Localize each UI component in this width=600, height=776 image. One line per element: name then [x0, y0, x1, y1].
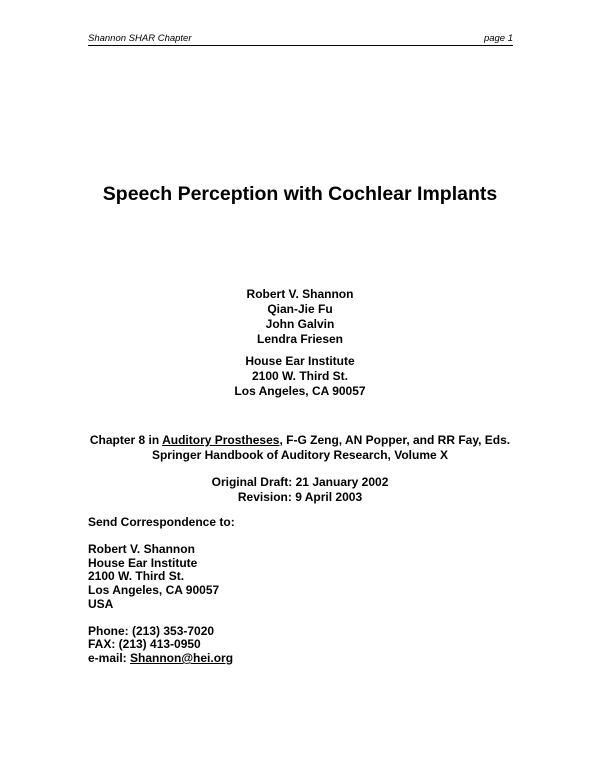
- institution-city: Los Angeles, CA 90057: [234, 384, 366, 398]
- email-link[interactable]: Shannon@hei.org: [130, 650, 234, 665]
- address-street: 2100 W. Third St.: [88, 569, 185, 584]
- email-line: [88, 652, 235, 666]
- address-country: USA: [88, 596, 114, 611]
- dates-block: [0, 475, 600, 505]
- phone-number: Phone: (213) 353-7020: [88, 623, 215, 638]
- page-header: [88, 33, 513, 46]
- institution-block: [0, 354, 600, 399]
- document-title: Speech Perception with Cochlear Implants: [102, 183, 498, 205]
- chapter-editors: , F-G Zeng, AN Popper, and RR Fay, Eds.: [279, 433, 511, 447]
- author-2: Qian-Jie Fu: [267, 302, 333, 316]
- chapter-line: [0, 433, 600, 448]
- address-name: Robert V. Shannon: [88, 542, 195, 557]
- correspondence-heading: Send Correspondence to:: [88, 515, 235, 529]
- correspondence-block: [88, 516, 235, 666]
- address-city: Los Angeles, CA 90057: [88, 582, 220, 597]
- institution-name: House Ear Institute: [245, 354, 355, 368]
- institution-street: 2100 W. Third St.: [251, 369, 349, 383]
- fax-number: FAX: (213) 413-0950: [88, 637, 201, 652]
- author-list: [0, 287, 600, 347]
- chapter-block: [0, 433, 600, 463]
- book-title-link[interactable]: Auditory Prostheses: [162, 433, 280, 447]
- original-draft-date: Original Draft: 21 January 2002: [211, 475, 389, 489]
- header-page-number: page 1: [483, 33, 513, 44]
- header-left: Shannon SHAR Chapter: [88, 33, 192, 44]
- author-3: John Galvin: [265, 317, 335, 331]
- revision-date: Revision: 9 April 2003: [237, 490, 363, 504]
- author-4: Lendra Friesen: [256, 332, 344, 346]
- chapter-series: Springer Handbook of Auditory Research, Volume X: [151, 448, 449, 462]
- author-1: Robert V. Shannon: [246, 287, 354, 301]
- email-label: e-mail:: [88, 650, 131, 665]
- address-institution: House Ear Institute: [88, 555, 198, 570]
- chapter-prefix: Chapter 8 in: [89, 433, 163, 447]
